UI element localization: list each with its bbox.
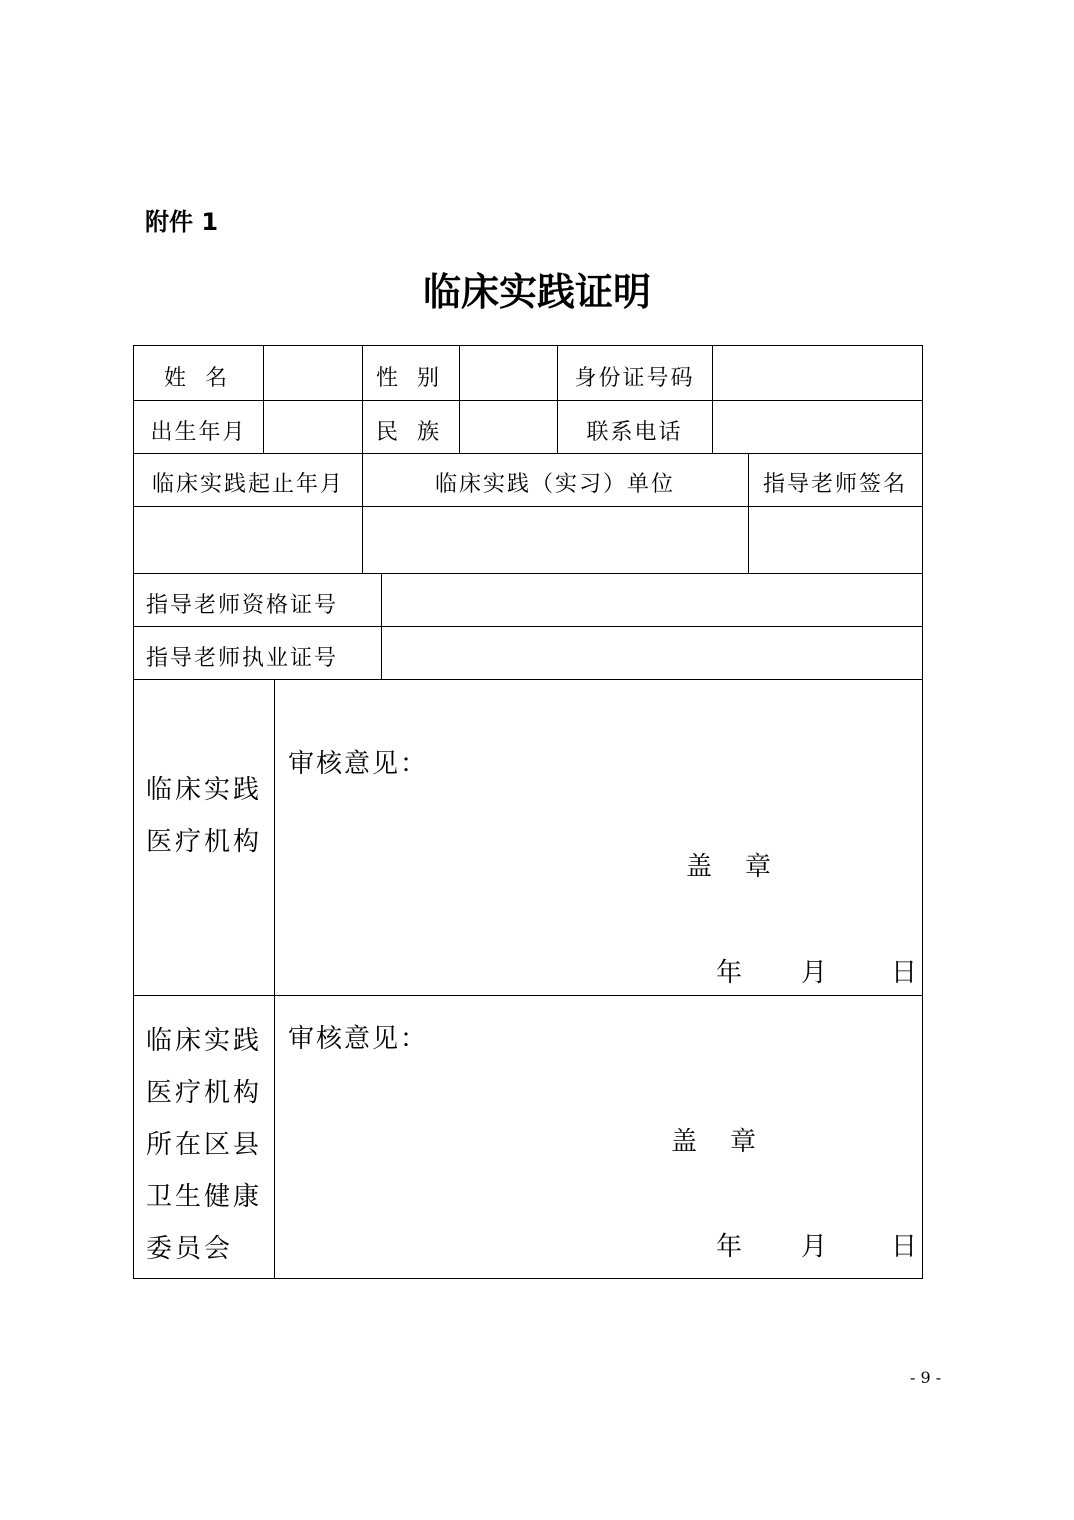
medical-institution-label	[146, 764, 262, 868]
institution-seal-label: 盖 章	[686, 852, 772, 882]
phone-label: 联系电话	[586, 420, 683, 445]
commission-date-day: 日	[891, 1232, 918, 1262]
supervisor-qualification-label: 指导老师资格证号	[146, 593, 339, 618]
certificate-form	[133, 345, 923, 1279]
birth-date-field[interactable]	[264, 401, 362, 453]
supervisor-qualification-field[interactable]	[382, 574, 922, 626]
institution-date-month: 月	[801, 958, 828, 988]
supervisor-license-label: 指导老师执业证号	[146, 646, 339, 671]
name-field[interactable]	[264, 347, 362, 400]
label-line: 医疗机构	[146, 827, 263, 857]
label-line: 卫生健康	[146, 1182, 263, 1212]
label-line: 所在区县	[146, 1130, 263, 1160]
ethnicity-label: 民 族	[376, 420, 445, 445]
practice-period-field[interactable]	[134, 507, 362, 573]
practice-unit-label: 临床实践（实习）单位	[434, 472, 675, 497]
commission-seal-label: 盖 章	[671, 1127, 757, 1157]
birth-date-label: 出生年月	[150, 420, 247, 445]
health-commission-label	[146, 1015, 262, 1275]
commission-date-month: 月	[801, 1232, 828, 1262]
row-divider	[134, 453, 922, 454]
name-label: 姓 名	[164, 366, 233, 391]
label-line: 临床实践	[146, 1026, 263, 1056]
attachment-label: 附件 1	[145, 208, 219, 236]
practice-period-label: 临床实践起止年月	[151, 472, 344, 497]
supervisor-license-field[interactable]	[382, 627, 922, 679]
supervisor-signature-field[interactable]	[749, 507, 922, 573]
page-number: - 9 -	[910, 1368, 942, 1387]
id-number-label: 身份证号码	[574, 366, 695, 391]
page-title: 临床实践证明	[422, 270, 651, 314]
id-number-field[interactable]	[713, 347, 921, 400]
practice-unit-field[interactable]	[363, 507, 748, 573]
phone-field[interactable]	[713, 401, 921, 453]
ethnicity-field[interactable]	[460, 401, 557, 453]
commission-opinion-field[interactable]	[275, 996, 922, 1278]
supervisor-signature-label: 指导老师签名	[762, 472, 907, 497]
label-line: 临床实践	[146, 775, 263, 805]
gender-label: 性 别	[376, 366, 445, 391]
institution-date-day: 日	[891, 958, 918, 988]
label-line: 委员会	[146, 1234, 234, 1264]
institution-opinion-field[interactable]	[275, 680, 922, 995]
label-line: 医疗机构	[146, 1078, 263, 1108]
gender-field[interactable]	[460, 347, 557, 400]
institution-opinion-label: 审核意见：	[288, 749, 429, 779]
commission-opinion-label: 审核意见：	[288, 1024, 429, 1054]
commission-date-year: 年	[716, 1232, 743, 1262]
institution-date-year: 年	[716, 958, 743, 988]
